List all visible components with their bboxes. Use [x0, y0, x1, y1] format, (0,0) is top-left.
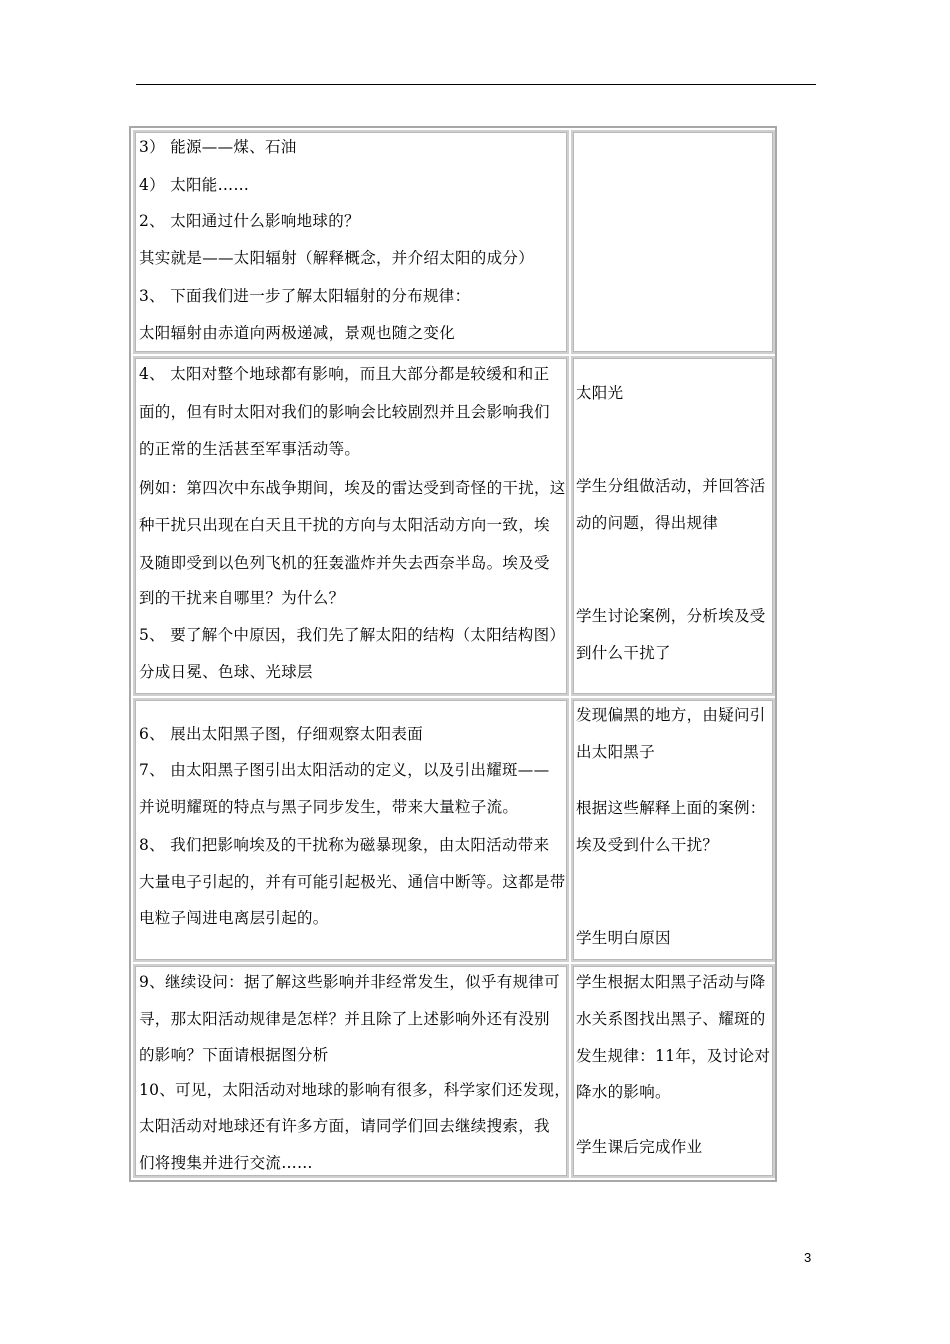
text-line: 9、继续设问：据了解这些影响并非经常发生，似乎有规律可: [139, 973, 560, 991]
text-line: 到什么干扰了: [576, 644, 671, 662]
text-line: 太阳光: [576, 384, 624, 402]
row-1-right-cell: [571, 130, 775, 354]
text-line: 10、可见，太阳活动对地球的影响有很多，科学家们还发现，: [139, 1081, 571, 1099]
text-line: 水关系图找出黑子、耀斑的: [576, 1010, 766, 1028]
row-4-right-cell: [571, 964, 775, 1178]
text-line: 电粒子闯进电离层引起的。: [139, 909, 329, 927]
text-line: 的正常的生活甚至军事活动等。: [139, 440, 361, 458]
page-number: 3: [804, 1250, 812, 1265]
text-line: 学生课后完成作业: [576, 1138, 703, 1156]
text-line: 发现偏黑的地方，由疑问引: [576, 706, 766, 724]
text-line: 及随即受到以色列飞机的狂轰滥炸并失去西奈半岛。埃及受: [139, 554, 550, 572]
text-line: 埃及受到什么干扰？: [576, 836, 719, 854]
text-line: 学生明白原因: [576, 929, 671, 947]
text-line: 的影响？下面请根据图分析: [139, 1046, 329, 1064]
text-line: 4） 太阳能……: [139, 176, 250, 194]
text-line: 6、 展出太阳黑子图，仔细观察太阳表面: [139, 725, 423, 743]
text-line: 大量电子引起的，并有可能引起极光、通信中断等。这都是带: [139, 873, 566, 891]
header-rule: [136, 84, 816, 85]
text-line: 3） 能源——煤、石油: [139, 138, 297, 156]
text-line: 发生规律：11年，及讨论对: [576, 1047, 771, 1065]
text-line: 到的干扰来自哪里？为什么？: [139, 589, 345, 607]
row-3-right-cell: [571, 698, 775, 962]
text-line: 7、 由太阳黑子图引出太阳活动的定义，以及引出耀斑——: [139, 761, 550, 779]
text-line: 例如：第四次中东战争期间，埃及的雷达受到奇怪的干扰，这: [139, 479, 566, 497]
text-line: 并说明耀斑的特点与黑子同步发生，带来大量粒子流。: [139, 798, 519, 816]
row-2-left-cell: [133, 356, 569, 696]
text-line: 4、 太阳对整个地球都有影响，而且大部分都是较缓和和正: [139, 365, 550, 383]
text-line: 太阳活动对地球还有许多方面，请同学们回去继续搜索，我: [139, 1117, 550, 1135]
text-line: 寻，那太阳活动规律是怎样？并且除了上述影响外还有没别: [139, 1010, 550, 1028]
text-line: 动的问题，得出规律: [576, 514, 719, 532]
row-1-left-cell: [133, 130, 569, 354]
text-line: 降水的影响。: [576, 1083, 671, 1101]
text-line: 学生分组做活动，并回答活: [576, 477, 766, 495]
text-line: 太阳辐射由赤道向两极递减，景观也随之变化: [139, 324, 456, 342]
row-4-left-cell: [133, 964, 569, 1178]
lesson-table: [129, 126, 777, 1182]
text-line: 其实就是——太阳辐射（解释概念，并介绍太阳的成分）: [139, 249, 535, 267]
row-3-left-cell: [133, 698, 569, 962]
text-line: 2、 太阳通过什么影响地球的？: [139, 212, 360, 230]
text-line: 3、 下面我们进一步了解太阳辐射的分布规律：: [139, 287, 471, 305]
text-line: 根据这些解释上面的案例：: [576, 799, 766, 817]
text-line: 出太阳黑子: [576, 743, 656, 761]
text-line: 面的，但有时太阳对我们的影响会比较剧烈并且会影响我们: [139, 403, 550, 421]
text-line: 学生根据太阳黑子活动与降: [576, 973, 766, 991]
text-line: 8、 我们把影响埃及的干扰称为磁暴现象，由太阳活动带来: [139, 836, 550, 854]
text-line: 们将搜集并进行交流……: [139, 1154, 313, 1172]
row-2-right-cell: [571, 356, 775, 696]
text-line: 学生讨论案例，分析埃及受: [576, 607, 766, 625]
text-line: 种干扰只出现在白天且干扰的方向与太阳活动方向一致，埃: [139, 516, 550, 534]
text-line: 分成日冕、色球、光球层: [139, 663, 313, 681]
text-line: 5、 要了解个中原因，我们先了解太阳的结构（太阳结构图）: [139, 626, 566, 644]
